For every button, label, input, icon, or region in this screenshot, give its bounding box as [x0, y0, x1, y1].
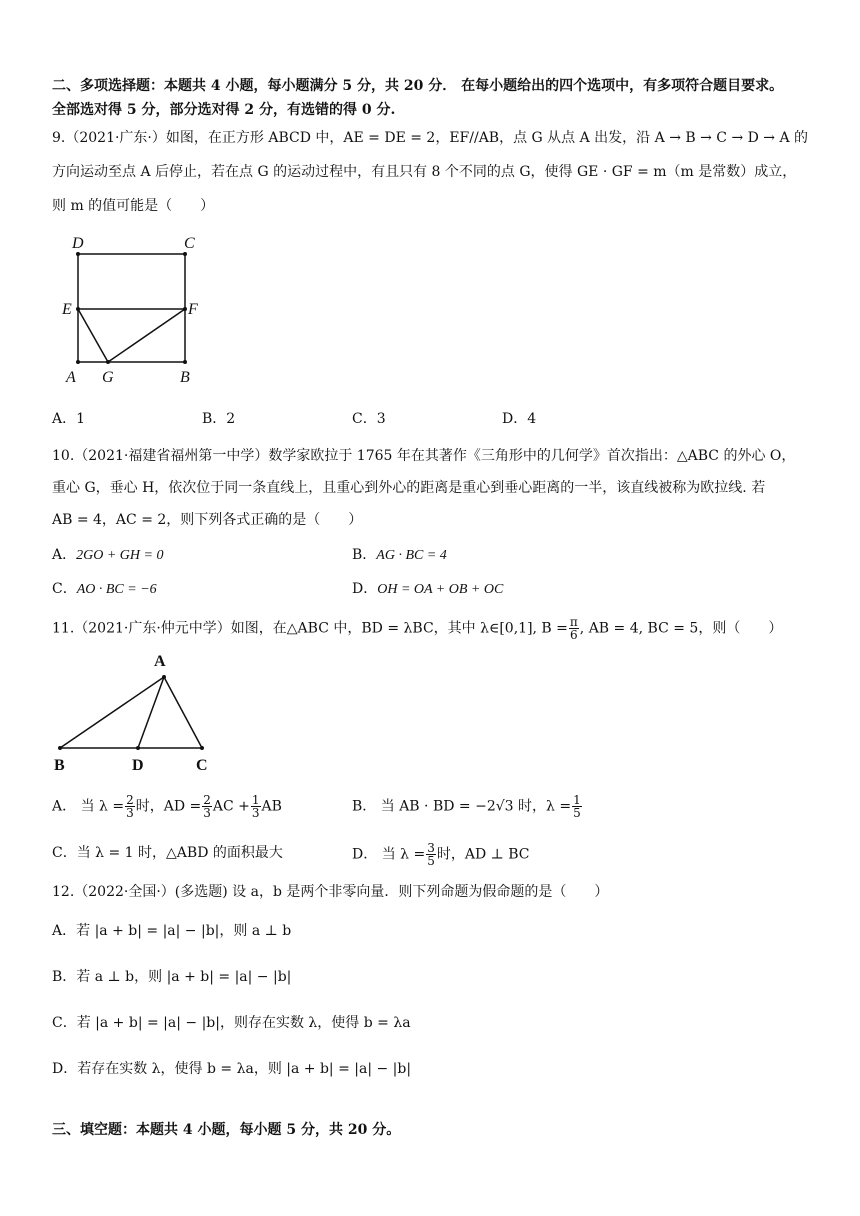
q12-option-a[interactable]	[52, 920, 291, 942]
option-label: A．	[52, 798, 77, 815]
q11-label-B: B	[54, 757, 65, 774]
q9-option-c[interactable]	[352, 408, 386, 430]
q10-line3: AB = 4，AC = 2，则下列各式正确的是（ ）	[52, 512, 363, 528]
q9-line2: 方向运动至点 A 后停止，若在点 G 的运动过程中，有且只有 8 个不同的点 G，使得 GE · GF = m（m 是常数）成立，	[52, 164, 797, 180]
option-label: D．	[502, 411, 528, 427]
q9-option-a[interactable]	[52, 408, 85, 430]
fraction: $\frac{2}{3}$	[203, 793, 211, 820]
option-label: B．	[52, 969, 77, 985]
q9-option-d[interactable]	[502, 408, 536, 430]
option-text: 若 |a + b| = |a| − |b|，则存在实数 λ，使得 b = λa	[76, 1015, 411, 1031]
q9-line1: 9.（2021·广东·）如图，在正方形 ABCD 中，AE = DE = 2，EF//AB，点 G 从点 A 出发，沿 A → B → C → D → A 的	[52, 130, 809, 146]
option-text: OH = OA + OB + OC	[377, 582, 504, 597]
fraction: $\frac{2}{3}$	[126, 793, 134, 820]
q10-option-d[interactable]	[352, 578, 503, 601]
option-text: 1	[76, 411, 86, 427]
fraction: $\frac{1}{3}$	[251, 793, 260, 820]
option-label: B．	[202, 411, 227, 427]
option-label: C．	[352, 411, 377, 427]
q9-label-B: B	[180, 369, 190, 386]
option-label: A．	[52, 923, 77, 939]
q11-stem-pre: 11.（2021·广东·仲元中学）如图，在△ABC 中，BD = λBC，其中 λ∈[0,1], B =	[52, 620, 568, 637]
option-label: B．	[352, 798, 377, 815]
option-label: D．	[52, 1061, 78, 1077]
q12-option-b[interactable]	[52, 966, 291, 988]
q9-option-b[interactable]	[202, 408, 235, 430]
q12-option-c[interactable]	[52, 1012, 411, 1034]
option-label: A．	[52, 547, 77, 563]
q12-option-d[interactable]	[52, 1058, 411, 1080]
option-text: 2	[226, 411, 236, 427]
q9-label-G: G	[102, 369, 114, 386]
section3-line1: 三、填空题：本题共 4 小题，每小题 5 分，共 20 分。	[52, 1122, 401, 1138]
section2-line1: 二、多项选择题：本题共 4 小题，每小题满分 5 分，共 20 分． 在每小题给出的四个选项中，有多项符合题目要求。	[52, 78, 784, 94]
option-label: D．	[352, 846, 378, 863]
q9-label-F: F	[188, 301, 198, 318]
q10-line2: 重心 G，垂心 H，依次位于同一条直线上，且重心到外心的距离是重心到垂心距离的一半，该直线被称为欧拉线. 若	[52, 480, 766, 496]
option-label: C．	[52, 581, 77, 597]
q11-label-A: A	[154, 653, 166, 670]
option-text: 4	[527, 411, 537, 427]
q11-option-c[interactable]: C．当 λ = 1 时，△ABD 的面积最大	[52, 845, 283, 861]
q11-frac: $\frac{\pi}{6}$	[569, 615, 578, 642]
q9-label-E: E	[62, 301, 72, 318]
q9-label-A: A	[66, 369, 76, 386]
q10-line1: 10.（2021·福建省福州第一中学）数学家欧拉于 1765 年在其著作《三角形中的几何学》首次指出：△ABC 的外心 O，	[52, 448, 796, 464]
q10-option-a[interactable]	[52, 544, 163, 567]
q9-label-C: C	[184, 235, 195, 252]
option-text: 2GO + GH = 0	[76, 548, 164, 563]
fraction: $\frac{3}{5}$	[427, 841, 435, 868]
q10-option-b[interactable]	[352, 544, 447, 567]
q9-square-figure	[56, 232, 216, 388]
option-label: B．	[352, 547, 377, 563]
q11-triangle-figure	[50, 650, 220, 774]
q12-stem: 12.（2022·全国·）(多选题) 设 a，b 是两个非零向量．则下列命题为假命题的是（ ）	[52, 884, 609, 900]
option-label: C．	[52, 1015, 77, 1031]
option-text: 3	[376, 411, 386, 427]
fraction: $\frac{1}{5}$	[573, 793, 581, 820]
q9-line3: 则 m 的值可能是（ ）	[52, 198, 215, 214]
section2-line2: 全部选对得 5 分，部分选对得 2 分，有选错的得 0 分.	[52, 102, 396, 118]
q11-stem-post: , AB = 4, BC = 5，则（ ）	[579, 620, 783, 637]
option-label: D．	[352, 581, 378, 597]
q11-option-b[interactable]: B． 当 AB · BD = −2√3 时，λ = $\frac{1}{5}$	[352, 793, 581, 820]
option-text: 若存在实数 λ，使得 b = λa，则 |a + b| = |a| − |b|	[77, 1061, 412, 1077]
option-text: AG · BC = 4	[376, 548, 447, 563]
option-label: C．	[52, 845, 77, 861]
q11-option-a[interactable]: A． 当 λ = $\frac{2}{3}$ 时，AD = $\frac{2}{3}$ AC + $\frac{1}{3}$ AB	[52, 793, 282, 820]
q10-option-c[interactable]	[52, 578, 157, 601]
option-text: AO · BC = −6	[76, 582, 157, 597]
q11-label-C: C	[196, 757, 208, 774]
option-label: A．	[52, 411, 77, 427]
option-text: 若 |a + b| = |a| − |b|，则 a ⊥ b	[76, 923, 292, 939]
q11-option-d[interactable]: D． 当 λ = $\frac{3}{5}$ 时，AD ⊥ BC	[352, 841, 530, 868]
q11-label-D: D	[132, 757, 144, 774]
option-text: 若 a ⊥ b，则 |a + b| = |a| − |b|	[76, 969, 292, 985]
q11-line1	[52, 616, 782, 641]
q9-label-D: D	[72, 235, 84, 252]
